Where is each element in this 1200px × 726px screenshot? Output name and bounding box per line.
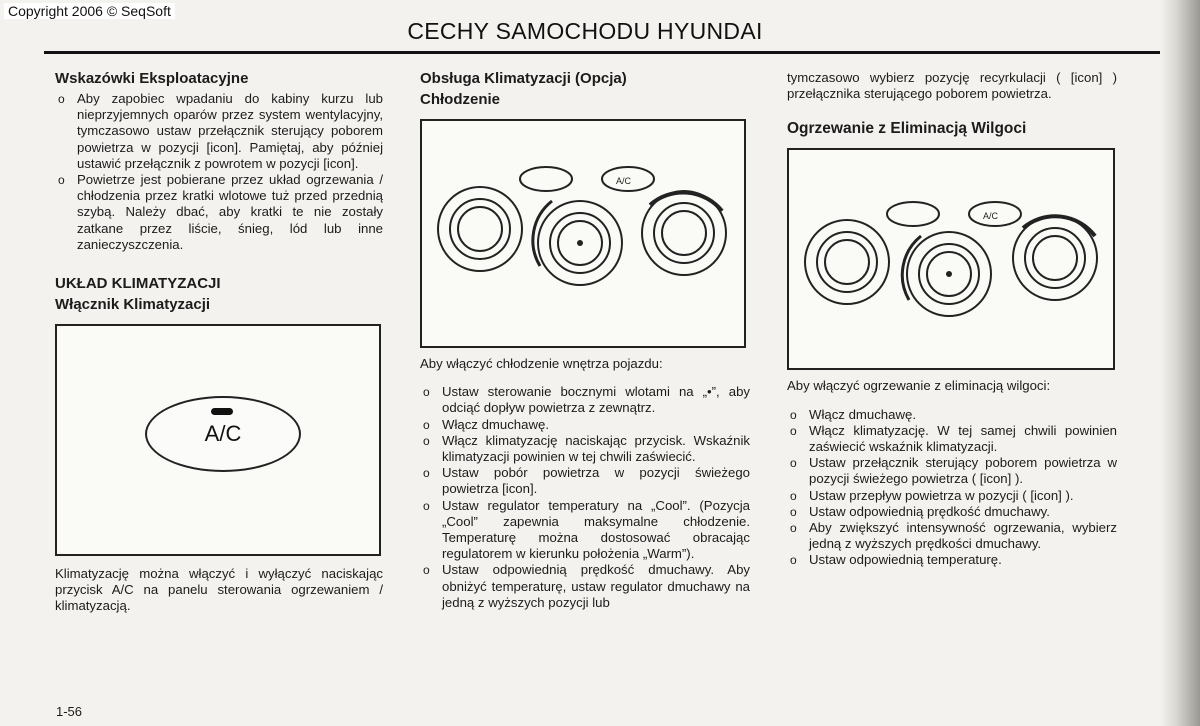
list-item: o Ustaw przepływ powietrza w pozycji ( [icon] ).	[787, 488, 1117, 504]
cooling-intro: Aby włączyć chłodzenie wnętrza pojazdu:	[420, 356, 663, 371]
figure-ac-label: A/C	[616, 176, 632, 186]
list-item: o Aby zwiększyć intensywność ogrzewania, wybierz jedną z wyższych prędkości dmuchawy.	[787, 520, 1117, 552]
page-number: 1-56	[56, 704, 83, 719]
continuation-text: tymczasowo wybierz pozycję recyrkulacji ( [icon] ) przełącznika sterującego poborem powietrza.	[787, 70, 1117, 102]
ac-indicator-led	[211, 408, 233, 415]
section-title-operating-tips: Wskazówki Eksploatacyjne	[55, 70, 249, 87]
list-item: o Ustaw przełącznik sterujący poborem powietrza w pozycji świeżego powietrza ( [icon] ).	[787, 455, 1117, 487]
list-item: o Powietrze jest pobierane przez układ ogrzewania / chłodzenia przez kratki wlotowe tuż przed przednią szybą. Należy dbać, aby kratki te nie zostały zatkane przez liście, śnieg, lód lub inne zanieczyszczenia.	[55, 172, 383, 253]
list-item: o Ustaw odpowiednią temperaturę.	[787, 552, 1117, 568]
control-panel-illustration	[422, 121, 744, 346]
list-item: o Włącz klimatyzację naciskając przycisk. Wskaźnik klimatyzacji powinien w tej chwili zaświecić.	[420, 433, 750, 465]
ac-caption: Klimatyzację można włączyć i wyłączyć naciskając przycisk A/C na panelu sterowania ogrzewaniem / klimatyzacją.	[55, 566, 383, 614]
list-item: o Ustaw pobór powietrza w pozycji świeżego powietrza [icon].	[420, 465, 750, 497]
section-title-ac-operation: Obsługa Klimatyzacji (Opcja)	[420, 70, 627, 87]
dehumidify-intro: Aby włączyć ogrzewanie z eliminacją wilgoci:	[787, 378, 1051, 394]
section-title-dehumidified-heating: Ogrzewanie z Eliminacją Wilgoci	[787, 120, 1027, 138]
section-subtitle-ac-switch: Włącznik Klimatyzacji	[55, 296, 211, 314]
column-right	[787, 70, 1117, 569]
figure-ac-label: A/C	[983, 211, 999, 222]
section-title-ac-system: UKŁAD KLIMATYZACJI	[55, 275, 221, 293]
list-item: o Ustaw sterowanie bocznymi wlotami na „•”, aby odciąć dopływ powietrza z zewnątrz.	[420, 384, 750, 416]
intake-selector-icon	[887, 202, 939, 226]
page-binding-shadow	[1160, 0, 1200, 726]
page-title: CECHY SAMOCHODU HYUNDAI	[407, 18, 763, 44]
operating-tips-list	[55, 91, 383, 253]
cooling-control-panel-figure	[420, 119, 746, 348]
header-rule	[44, 51, 1162, 54]
list-item: o Ustaw odpowiednią prędkość dmuchawy.	[787, 504, 1117, 520]
copyright-notice: Copyright 2006 © SeqSoft	[4, 3, 175, 19]
list-item: o Włącz klimatyzację. W tej samej chwili powinien zaświecić wskaźnik klimatyzacji.	[787, 423, 1117, 455]
column-middle	[420, 70, 750, 611]
list-item: o Aby zapobiec wpadaniu do kabiny kurzu lub nieprzyjemnych oparów przez system wentylacyjny, tymczasowo ustaw przełącznik sterujący poborem powietrza w pozycji [icon]. Pamiętaj, aby później ustawić przełącznik z powrotem w pozycji [icon].	[55, 91, 383, 172]
ac-switch-figure	[55, 324, 381, 556]
section-subtitle-cooling: Chłodzenie	[420, 91, 501, 108]
intake-selector-icon	[520, 167, 572, 191]
ac-button	[145, 396, 301, 472]
column-left	[55, 70, 383, 615]
control-panel-illustration	[789, 150, 1113, 368]
list-item: o Ustaw regulator temperatury na „Cool”. (Pozycja „Cool” zapewnia maksymalne chłodzenie. Temperaturę można dostosować obracając regulatorem w kierunku położenia „Warm”).	[420, 498, 750, 563]
list-item: o Włącz dmuchawę.	[420, 417, 750, 433]
ac-button-label: A/C	[204, 421, 242, 447]
list-item: o Włącz dmuchawę.	[787, 407, 1117, 423]
cooling-steps-list	[420, 384, 750, 611]
list-item: o Ustaw odpowiednią prędkość dmuchawy. Aby obniżyć temperaturę, ustaw regulator dmuchawy na jedną z wyższych pozycji lub	[420, 562, 750, 611]
dehumidify-control-panel-figure	[787, 148, 1115, 370]
dehumidify-steps-list	[787, 407, 1117, 569]
